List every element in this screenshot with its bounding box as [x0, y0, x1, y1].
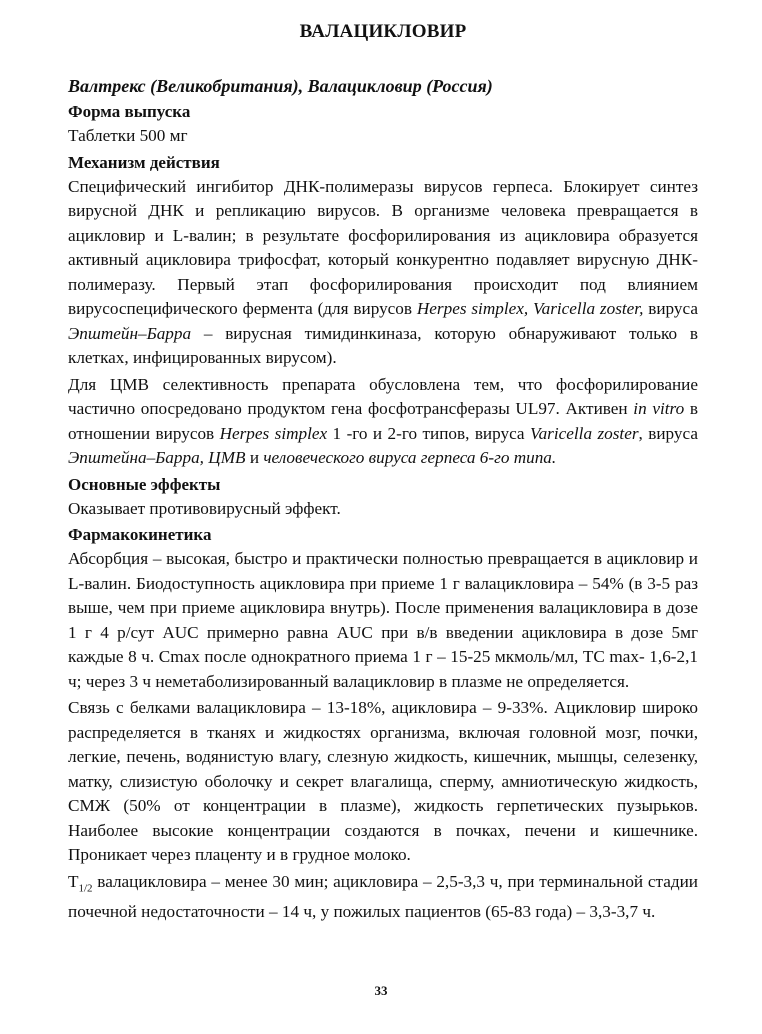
- italic-run: Эпштейн–Барра: [68, 323, 192, 343]
- document-page: [68, 18, 698, 927]
- page-number: 33: [374, 983, 388, 998]
- text-run: валацикловира – менее 30 мин; ацикловира – 2,5-3,3 ч, при терминальной стадии почечной недостаточности – 14 ч, у пожилых пациентов (65-83 года) – 3,3-3,7 ч.: [68, 871, 698, 922]
- text-run: – вирусная тимидинкиназа, которую обнаруживают только в клетках, инфицированных вирусом).: [68, 323, 698, 367]
- pk-paragraph-3: [68, 870, 698, 925]
- italic-run: человеческого вируса герпеса 6-го типа.: [263, 448, 557, 467]
- italic-run: Varicella zoster: [529, 423, 639, 443]
- italic-run: Herpes simplex, Varicella zoster,: [416, 299, 644, 318]
- half-life-subscript: 1/2: [78, 881, 93, 894]
- italic-run: in vitro: [633, 399, 685, 418]
- text-run: и: [245, 448, 264, 467]
- text-run: Для ЦМВ селективность препарата обусловлена тем, что фосфорилирование частично опосредовано продуктом гена фосфотрансферазы UL97. Активен: [68, 374, 698, 418]
- mechanism-paragraph-1: [68, 175, 698, 371]
- italic-run: Эпштейна–Барра, ЦМВ: [68, 448, 246, 467]
- page-title: ВАЛАЦИКЛОВИР: [299, 21, 467, 42]
- text-run: 1 -го и 2-го типов, вируса: [327, 423, 530, 443]
- section-heading-forma: Форма выпуска: [68, 102, 191, 121]
- pk-paragraph-2: Связь с белками валацикловира – 13-18%, ацикловира – 9-33%. Ацикловир широко распределяется в тканях и жидкостях организма, включая головной мозг, почки, легкие, печень, водянистую влагу, слезную жидкость, кишечник, мышцы, селезенку, матку, слизистую оболочку и секрет влагалища, сперму, амниотическую жидкость, СМЖ (50% от концентрации в плазме), жидкость герпетических пузырьков. Наиболее высокие концентрации создаются в почках, печени и кишечнике. Проникает через плаценту и в грудное молоко.: [68, 698, 698, 864]
- effects-text: Оказывает противовирусный эффект.: [68, 498, 341, 518]
- text-run: , вируса: [638, 423, 698, 443]
- section-heading-pharmacokinetics: Фармакокинетика: [68, 525, 212, 544]
- text-run: в отношении вирусов: [68, 399, 698, 443]
- drug-trade-names: Валтрекс (Великобритания), Валацикловир (Россия): [68, 76, 493, 96]
- text-run: вируса: [643, 299, 698, 318]
- text-run: Специфический ингибитор ДНК-полимеразы вирусов герпеса. Блокирует синтез вирусной ДНК и репликацию вирусов. В организме человека превращается в ацикловир и L-валин; в результате фосфорилирования из ацикловира образуется активный ацикловира трифосфат, который конкурентно подавляет вирусную ДНК-полимеразу. Первый этап фосфорилирования происходит под влиянием вирусоспецифического фермента (для вирусов: [68, 176, 698, 318]
- section-heading-mechanism: Механизм действия: [68, 152, 220, 172]
- forma-text: Таблетки 500 мг: [68, 126, 188, 145]
- pk-paragraph-1: Абсорбция – высокая, быстро и практически полностью превращается в ацикловир и L-валин. Биодоступность ацикловира при приеме 1 г валацикловира – 54% (в 3-5 раз выше, чем при приеме ацикловира внутрь). После применения валацикловира в дозе 1 г 4 р/сут AUC примерно равна AUC при в/в введении ацикловира в дозе 5мг каждые 8 ч. Cmax после однократного приема 1 г – 15-25 мкмоль/мл, TC max- 1,6-2,1 ч; через 3 ч неметаболизированный валацикловир в плазме не определяется.: [68, 549, 698, 691]
- italic-run: Herpes simplex: [219, 423, 328, 443]
- section-heading-effects: Основные эффекты: [68, 474, 221, 494]
- mechanism-paragraph-2: [68, 373, 698, 471]
- half-life-symbol: T: [68, 871, 79, 891]
